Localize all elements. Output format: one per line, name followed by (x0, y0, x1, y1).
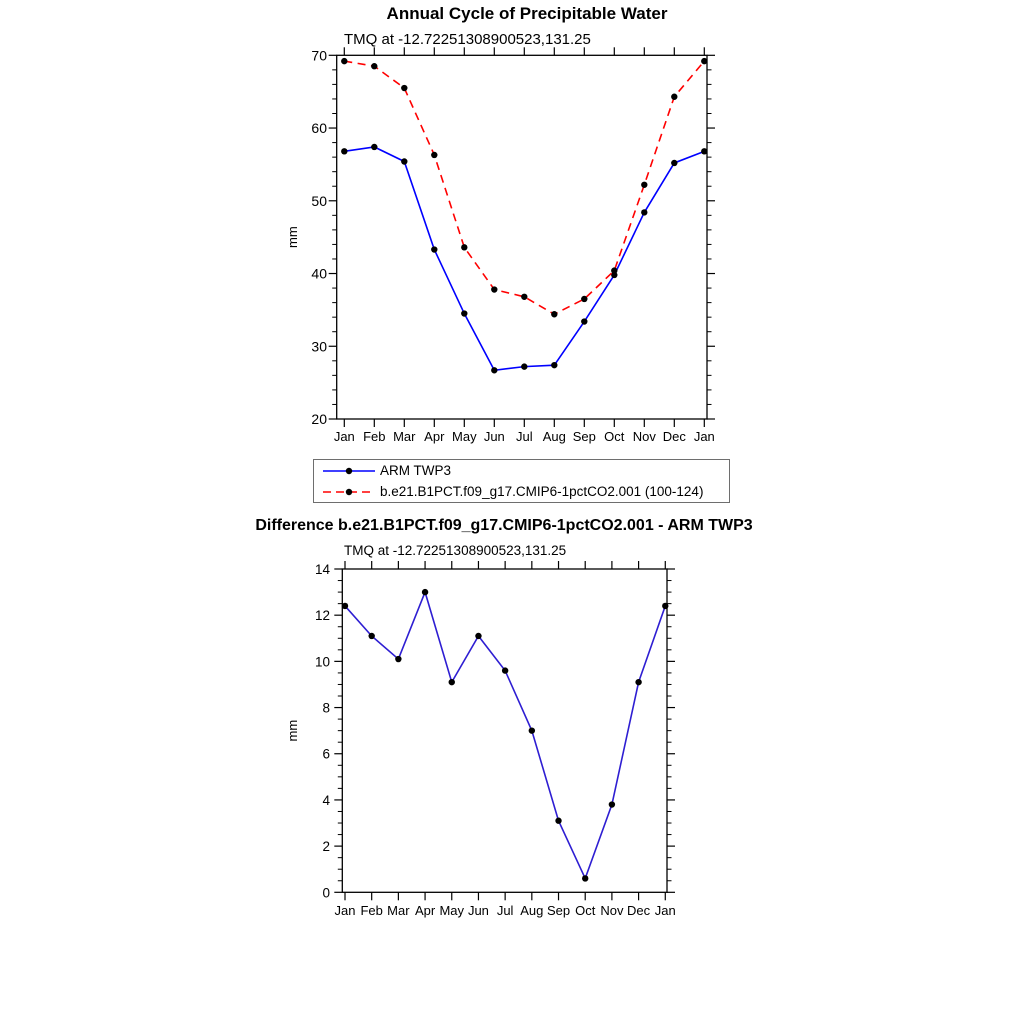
data-point-marker (342, 603, 348, 609)
y-tick-label: 0 (322, 885, 330, 901)
legend-label-arm-twp3: ARM TWP3 (380, 463, 452, 478)
x-tick-label: Feb (363, 429, 386, 444)
y-tick-label: 30 (311, 338, 327, 355)
data-point-marker (502, 667, 508, 673)
x-tick-label: Aug (520, 903, 544, 918)
y-tick-label: 50 (311, 192, 327, 209)
x-tick-label: Dec (627, 903, 651, 918)
x-tick-label: Mar (393, 429, 416, 444)
chart2-subtitle: TMQ at -12.72251308900523,131.25 (344, 543, 567, 558)
x-tick-label: Jul (515, 429, 533, 444)
y-tick-label: 12 (314, 608, 330, 624)
x-tick-label: Sep (572, 429, 596, 444)
x-tick-label: Dec (662, 429, 686, 444)
y-tick-label: 14 (314, 562, 330, 577)
x-tick-label: Jun (467, 903, 489, 918)
chart2-title: Difference b.e21.B1PCT.f09_g17.CMIP6-1pctCO2.001 - ARM TWP3 (255, 517, 753, 534)
y-tick-label: 70 (311, 47, 327, 64)
x-tick-label: Nov (632, 429, 656, 444)
data-point-marker (529, 727, 535, 733)
x-tick-label: Nov (600, 903, 624, 918)
y-tick-label: 8 (322, 700, 330, 716)
chart1-subtitle: TMQ at -12.72251308900523,131.25 (344, 31, 591, 48)
x-tick-label: Aug (542, 429, 566, 444)
data-point-marker (582, 875, 588, 881)
y-tick-label: 6 (322, 746, 330, 762)
x-tick-label: May (439, 903, 465, 918)
y-tick-label: 4 (322, 792, 330, 808)
data-point-marker (555, 818, 561, 824)
x-tick-label: Apr (414, 903, 436, 918)
x-tick-label: Jan (334, 903, 356, 918)
x-tick-label: Oct (604, 429, 625, 444)
data-point-marker (395, 656, 401, 662)
chart1-title: Annual Cycle of Precipitable Water (386, 4, 668, 23)
data-point-marker (368, 633, 374, 639)
x-tick-label: Jul (496, 903, 514, 918)
data-point-marker (422, 589, 428, 595)
y-axis-label: mm (285, 226, 300, 248)
y-tick-label: 10 (314, 654, 330, 670)
x-tick-label: Feb (360, 903, 383, 918)
x-tick-label: Apr (424, 429, 445, 444)
difference-frame (342, 569, 667, 892)
data-point-marker (475, 633, 481, 639)
series-line (345, 592, 665, 878)
y-axis-label: mm (285, 719, 300, 742)
y-tick-label: 40 (311, 265, 327, 282)
x-tick-label: Oct (575, 903, 596, 918)
x-tick-label: May (452, 429, 477, 444)
x-tick-label: Jan (654, 903, 676, 918)
data-point-marker (609, 801, 615, 807)
y-tick-label: 60 (311, 120, 327, 137)
x-tick-label: Sep (546, 903, 571, 918)
x-tick-label: Jan (693, 429, 715, 444)
y-tick-label: 2 (322, 839, 330, 855)
x-tick-label: Jun (483, 429, 505, 444)
data-point-marker (662, 603, 668, 609)
y-tick-label: 20 (311, 411, 327, 427)
x-tick-label: Jan (333, 429, 355, 444)
x-tick-label: Mar (387, 903, 410, 918)
data-point-marker (635, 679, 641, 685)
legend-label-model: b.e21.B1PCT.f09_g17.CMIP6-1pctCO2.001 (100-124) (380, 484, 704, 499)
data-point-marker (449, 679, 455, 685)
